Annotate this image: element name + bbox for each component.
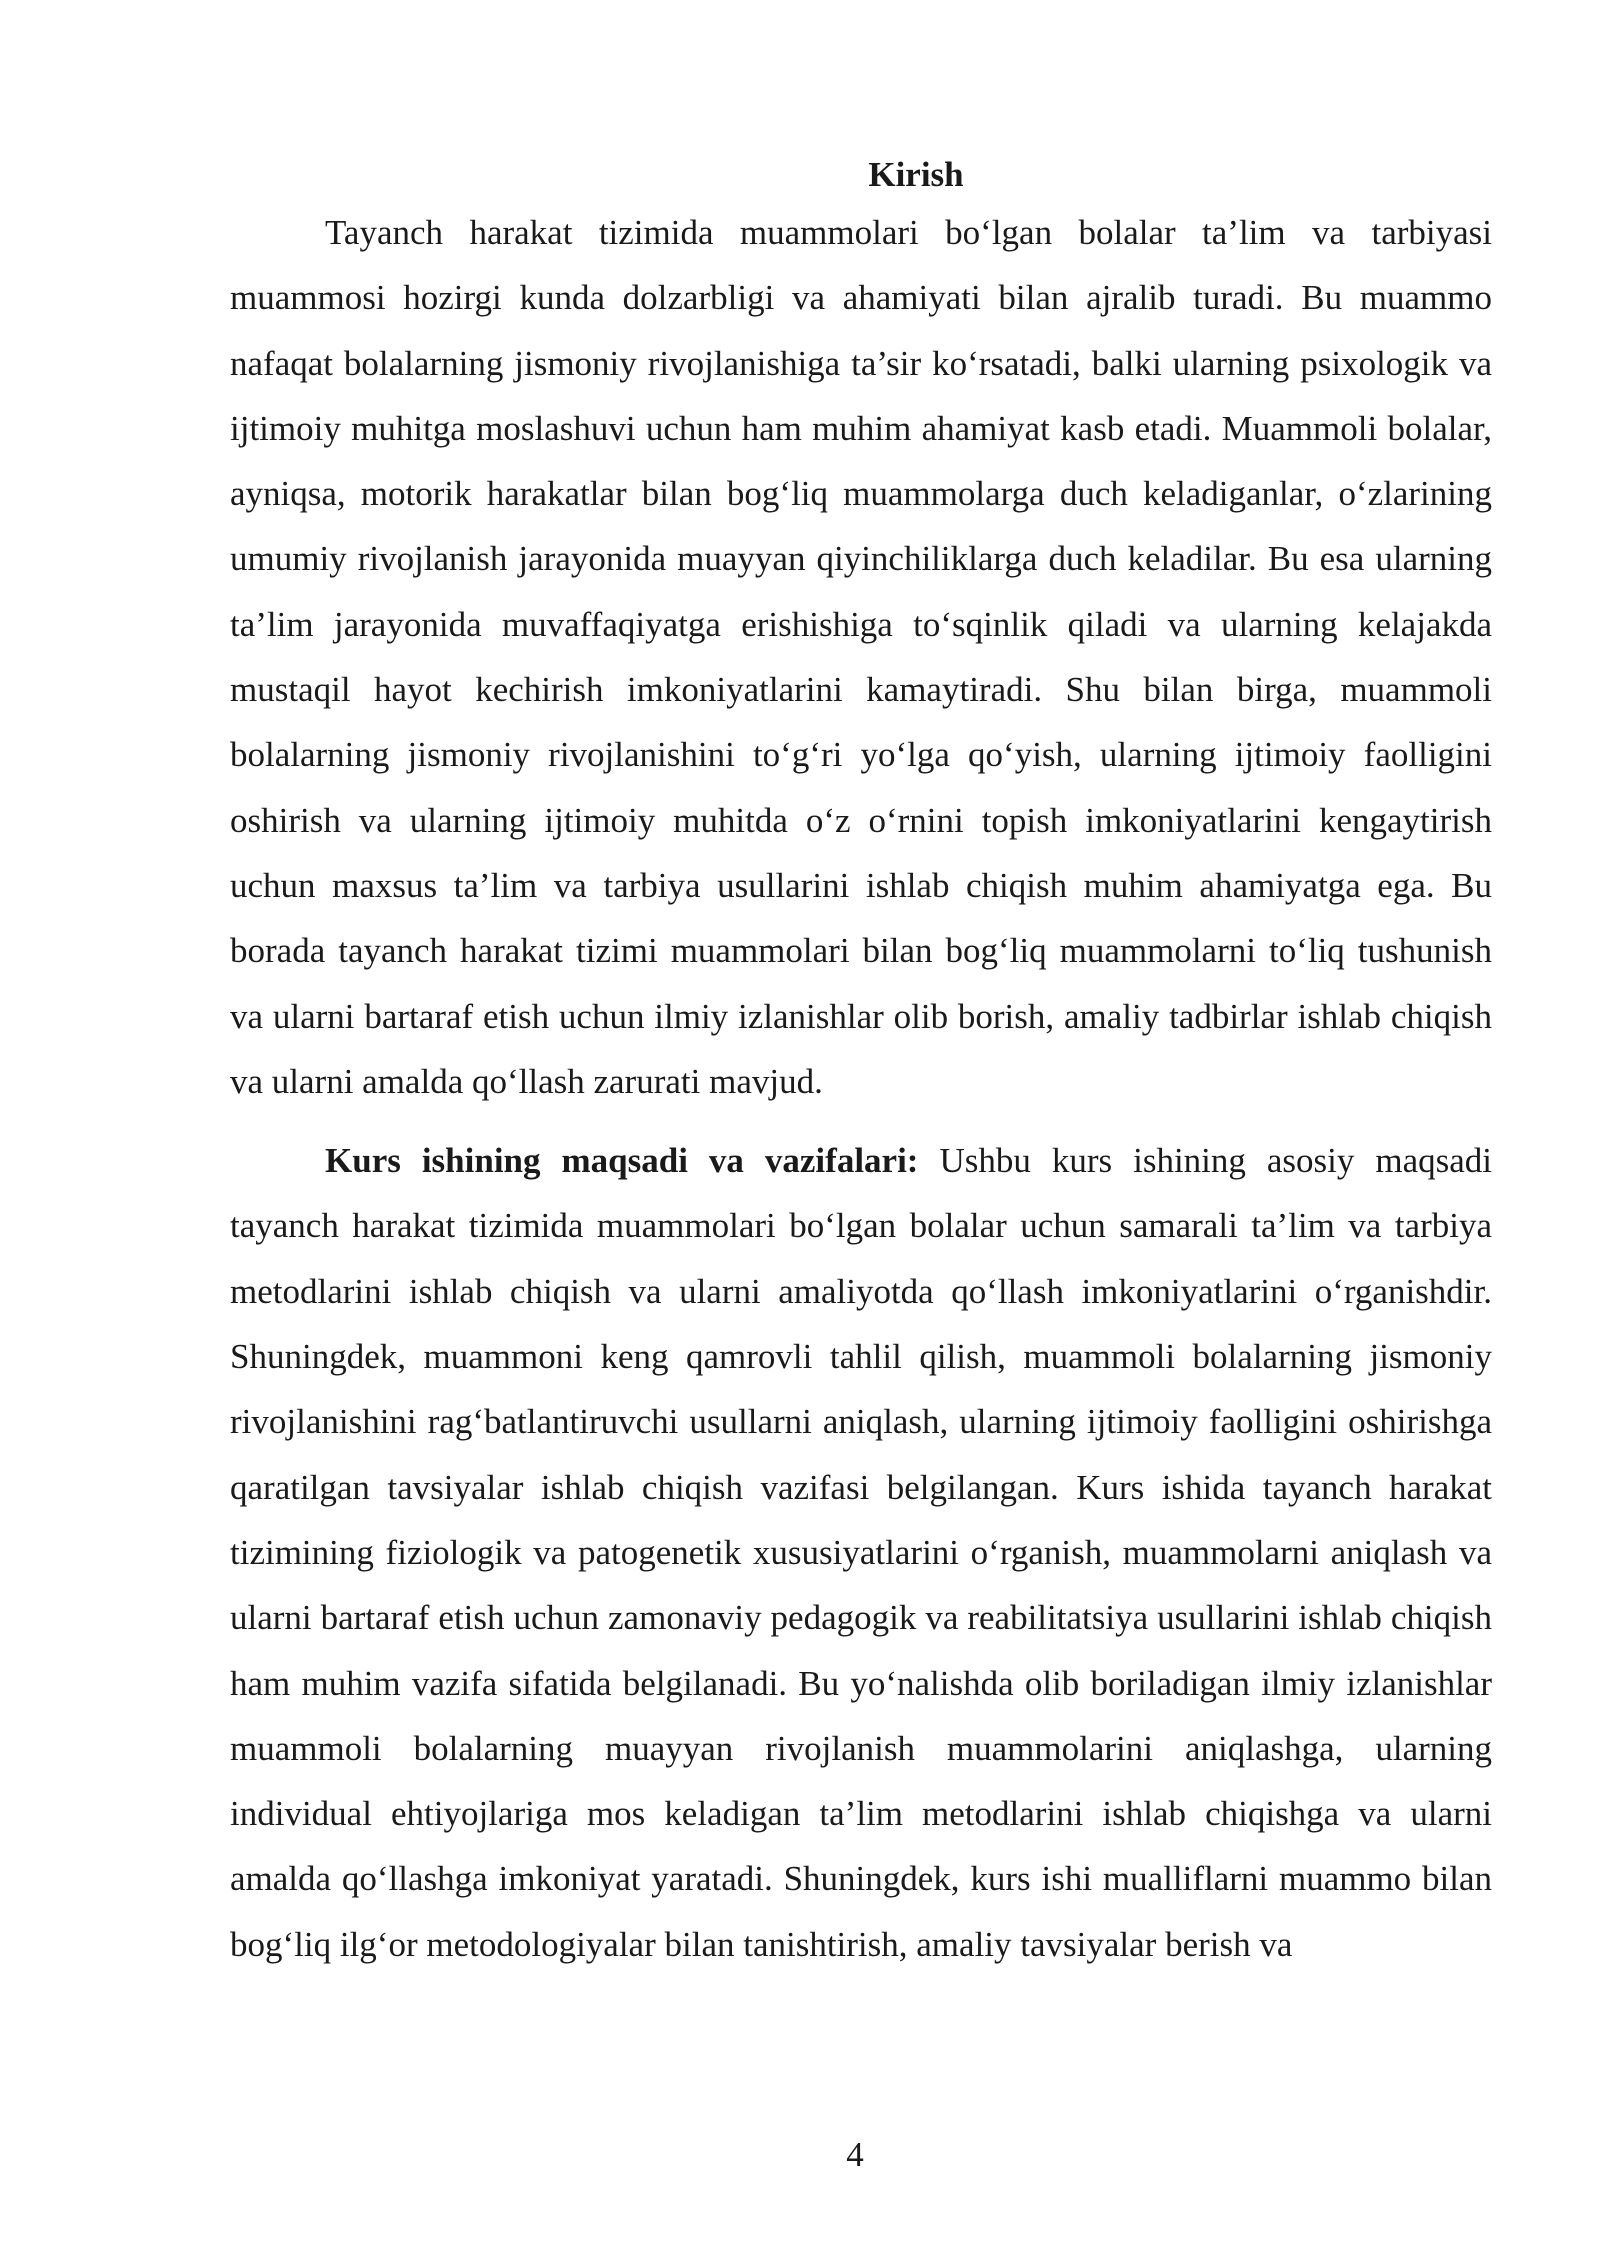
paragraph-goals <box>230 1128 1492 1977</box>
page-content <box>230 150 1492 1977</box>
paragraph-text: Tayanch harakat tizimida muammolari bo‘lgan bolalar ta’lim va tarbiyasi muammosi hozirgi kunda dolzarbligi va ahamiyati bilan ajralib turadi. Bu muammo nafaqat bolalarning jismoniy rivojlanishiga ta’sir ko‘rsatadi, balki ularning psixologik va ijtimoiy muhitga moslashuvi uchun ham muhim ahamiyat kasb etadi. Muammoli bolalar, ayniqsa, motorik harakatlar bilan bog‘liq muammolarga duch keladiganlar, o‘zlarining umumiy rivojlanish jarayonida muayyan qiyinchiliklarga duch keladilar. Bu esa ularning ta’lim jarayonida muvaffaqiyatga erishishiga to‘sqinlik qiladi va ularning kelajakda mustaqil hayot kechirish imkoniyatlarini kamaytiradi. Shu bilan birga, muammoli bolalarning jismoniy rivojlanishini to‘g‘ri yo‘lga qo‘yish, ularning ijtimoiy faolligini oshirish va ularning ijtimoiy muhitda o‘z o‘rnini topish imkoniyatlarini kengaytirish uchun maxsus ta’lim va tarbiya usullarini ishlab chiqish muhim ahamiyatga ega. Bu borada tayanch harakat tizimi muammolari bilan bog‘liq muammolarni to‘liq tushunish va ularni bartaraf etish uchun ilmiy izlanishlar olib borish, amaliy tadbirlar ishlab chiqish va ularni amalda qo‘llash zarurati mavjud. <box>230 213 1492 1101</box>
paragraph-introduction <box>230 200 1492 1114</box>
page-number: 4 <box>846 2135 864 2174</box>
section-heading: Kirish <box>868 155 964 194</box>
paragraph-text: Ushbu kurs ishining asosiy maqsadi tayanch harakat tizimida muammolari bo‘lgan bolalar uchun samarali ta’lim va tarbiya metodlarini ishlab chiqish va ularni amaliyotda qo‘llash imkoniyatlarini o‘rganishdir. Shuningdek, muammoni keng qamrovli tahlil qilish, muammoli bolalarning jismoniy rivojlanishini rag‘batlantiruvchi usullarni aniqlash, ularning ijtimoiy faolligini oshirishga qaratilgan tavsiyalar ishlab chiqish vazifasi belgilangan. Kurs ishida tayanch harakat tizimining fiziologik va patogenetik xususiyatlarini o‘rganish, muammolarni aniqlash va ularni bartaraf etish uchun zamonaviy pedagogik va reabilitatsiya usullarini ishlab chiqish ham muhim vazifa sifatida belgilanadi. Bu yo‘nalishda olib boriladigan ilmiy izlanishlar muammoli bolalarning muayyan rivojlanish muammolarini aniqlashga, ularning individual ehtiyojlariga mos keladigan ta’lim metodlarini ishlab chiqishga va ularni amalda qo‘llashga imkoniyat yaratadi. Shuningdek, kurs ishi mualliflarni muammo bilan bog‘liq ilg‘or metodologiyalar bilan tanishtirish, amaliy tavsiyalar berish va <box>230 1141 1492 1964</box>
paragraph-lead: Kurs ishining maqsadi va vazifalari: <box>325 1141 919 1181</box>
